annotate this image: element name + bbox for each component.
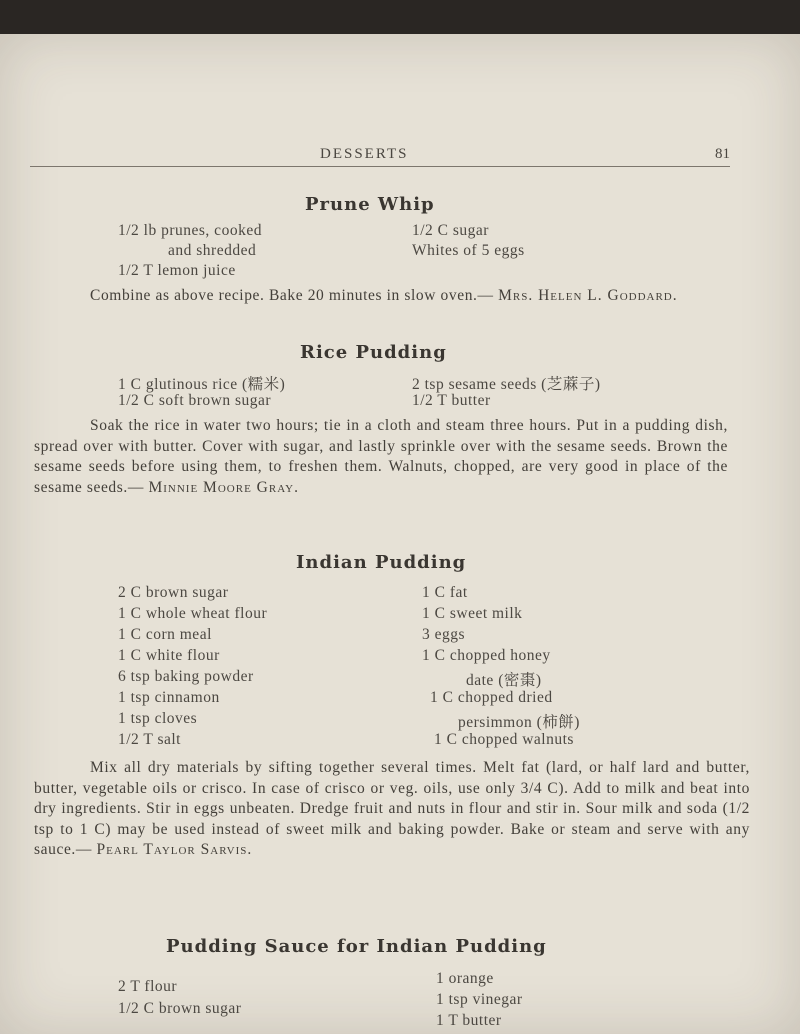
ingredient: 1 C white flour	[118, 647, 220, 664]
ingredient: 1/2 T salt	[118, 731, 181, 748]
ingredient: 1 tsp vinegar	[436, 991, 523, 1008]
ingredient: 1 C sweet milk	[422, 605, 523, 622]
ingredient: 1 C whole wheat flour	[118, 605, 268, 622]
ingredient: 1/2 C soft brown sugar	[118, 392, 272, 409]
ingredient: 1 tsp cinnamon	[118, 689, 220, 706]
section-title: DESSERTS	[320, 146, 409, 162]
recipe-title-prune-whip: Prune Whip	[305, 194, 435, 215]
running-header	[30, 144, 730, 167]
ingredient: 2 T flour	[118, 978, 178, 995]
ingredient: 1 T butter	[436, 1012, 502, 1029]
recipe-title-pudding-sauce: Pudding Sauce for Indian Pudding	[166, 936, 547, 957]
recipe-author: Mrs. Helen L. Goddard.	[498, 287, 678, 304]
ingredient: and shredded	[168, 242, 257, 259]
ingredient: 1/2 T lemon juice	[118, 262, 236, 279]
ingredient: date (密棗)	[466, 672, 542, 689]
ingredient: 1 C corn meal	[118, 626, 212, 643]
ingredient: 1/2 C sugar	[412, 222, 489, 239]
recipe-method: Soak the rice in water two hours; tie in a cloth and steam three hours. Put in a pudding dish, spread over with butter. Cover with sugar, and lastly sprinkle over with the sesame seeds. Brown the sesame seeds before using them, to freshen them. Walnuts, chopped, are very good in place of the sesame seeds.— Minnie Moore Gray.	[34, 417, 728, 496]
recipe-title-rice-pudding: Rice Pudding	[300, 342, 447, 363]
recipe-author: Pearl Taylor Sarvis.	[96, 841, 253, 858]
ingredient: 3 eggs	[422, 626, 466, 643]
recipe-author: Minnie Moore Gray.	[148, 478, 299, 496]
recipe-method: Mix all dry materials by sifting together several times. Melt fat (lard, or half lard and butter, butter, vegetable oils or crisco. In case of crisco or veg. oils, use only 3/4 C). Add to milk and beat into dry ingredients. Stir in eggs unbeaten. Dredge fruit and nuts in flour and stir in. Sour milk and soda (1/2 tsp to 1 C) may be used instead of sweet milk and baking powder. Bake or steam and serve with any sauce.— Pearl Taylor Sarvis.	[34, 759, 750, 858]
ingredient: 1 C chopped honey	[422, 647, 551, 664]
ingredient: 1 C chopped dried	[430, 689, 553, 706]
recipe-title-indian-pudding: Indian Pudding	[296, 552, 467, 573]
ingredient: 1/2 T butter	[412, 392, 491, 409]
ingredient: 1 C glutinous rice (糯米)	[118, 376, 286, 393]
ingredient: 1/2 C brown sugar	[118, 1000, 242, 1017]
page-number: 81	[715, 146, 730, 162]
ingredient: 6 tsp baking powder	[118, 668, 254, 685]
ingredient: 1 orange	[436, 970, 494, 987]
ingredient: 1 C fat	[422, 584, 468, 601]
ingredient: persimmon (柿餅)	[458, 714, 580, 731]
ingredient: 1 C chopped walnuts	[434, 731, 574, 748]
ingredient: 2 tsp sesame seeds (芝蔴子)	[412, 376, 601, 393]
ingredient: 1 tsp cloves	[118, 710, 198, 727]
ingredient: 2 C brown sugar	[118, 584, 229, 601]
ingredient: 1/2 lb prunes, cooked	[118, 222, 262, 239]
recipe-method: Combine as above recipe. Bake 20 minutes in slow oven.— Mrs. Helen L. Goddard.	[90, 287, 678, 304]
book-page	[0, 34, 800, 1034]
ingredient: Whites of 5 eggs	[412, 242, 525, 259]
